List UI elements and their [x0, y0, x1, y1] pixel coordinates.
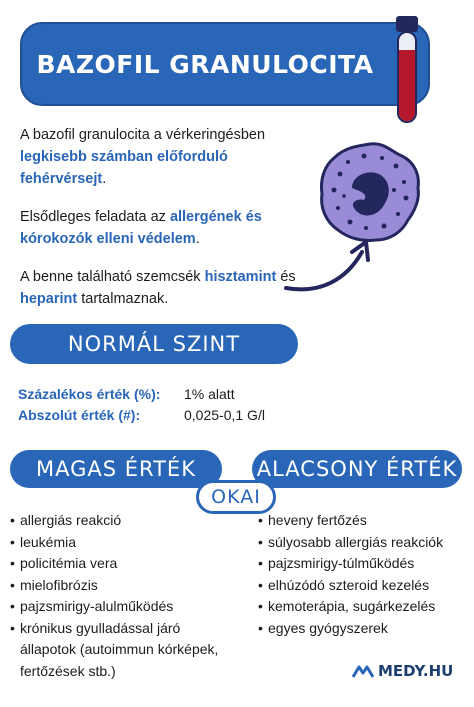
highlight-text: legkisebb számban előforduló fehérvérsejt [20, 149, 228, 187]
normal-levels-table [18, 384, 265, 426]
level-value: 0,025-0,1 G/l [184, 407, 265, 423]
list-item: • allergiás reakció [10, 510, 240, 532]
intro-paragraph-2 [20, 206, 300, 250]
text-segment: tartalmaznak. [77, 291, 169, 307]
list-item: • kemoterápia, sugárkezelés [258, 596, 470, 618]
causes-badge [196, 480, 276, 514]
medy-logo-icon [352, 664, 374, 678]
list-item: • pajzsmirigy-túlműködés [258, 553, 470, 575]
text-segment: Elsődleges feladata az [20, 209, 170, 225]
level-row [18, 384, 265, 405]
title-banner [20, 22, 430, 106]
low-value-heading [252, 450, 462, 488]
list-item: • pajzsmirigy-alulműködés [10, 596, 240, 618]
high-value-heading [10, 450, 222, 488]
level-value: 1% alatt [184, 386, 235, 402]
highlight-text: hisztamint [204, 269, 277, 285]
text-segment: . [195, 231, 200, 247]
intro-paragraph-3 [20, 266, 300, 310]
highlight-text: allergének és kórokozók elleni védelem [20, 209, 262, 247]
text-segment: . [102, 171, 107, 187]
text-segment: A benne található szemcsék [20, 269, 205, 285]
curved-arrow-icon [280, 234, 380, 298]
causes-badge-text: OKAI [211, 486, 261, 508]
low-causes-list [258, 510, 470, 639]
level-label: Abszolút érték (#): [18, 407, 141, 423]
list-item: • leukémia [10, 532, 240, 554]
basophil-cell-icon [316, 138, 424, 246]
normal-level-heading-text: NORMÁL SZINT [67, 332, 241, 356]
list-item: • mielofibrózis [10, 575, 240, 597]
high-value-heading-text: MAGAS ÉRTÉK [36, 457, 196, 481]
highlight-text: heparint [20, 291, 78, 307]
page-title: BAZOFIL GRANULOCITA [36, 49, 374, 79]
blood-tube-icon [386, 10, 426, 128]
text-segment: A bazofil granulocita a vérkeringésben [20, 127, 266, 143]
list-item: • súlyosabb allergiás reakciók [258, 532, 470, 554]
list-item: • policitémia vera [10, 553, 240, 575]
list-item: • egyes gyógyszerek [258, 618, 470, 640]
intro-text [20, 124, 300, 326]
level-label: Százalékos érték (%): [18, 386, 161, 402]
level-row [18, 405, 265, 426]
high-causes-list [10, 510, 240, 682]
list-item: • krónikus gyulladással járó állapotok (autoimmun kórképek, fertőzések stb.) [10, 618, 240, 683]
list-item: • heveny fertőzés [258, 510, 470, 532]
low-value-heading-text: ALACSONY ÉRTÉK [256, 457, 458, 481]
brand-logo[interactable] [352, 662, 453, 680]
text-segment: és [276, 269, 296, 285]
normal-level-heading [10, 324, 298, 364]
brand-name: MEDY.HU [378, 662, 454, 680]
list-item: • elhúzódó szteroid kezelés [258, 575, 470, 597]
intro-paragraph-1 [20, 124, 300, 190]
